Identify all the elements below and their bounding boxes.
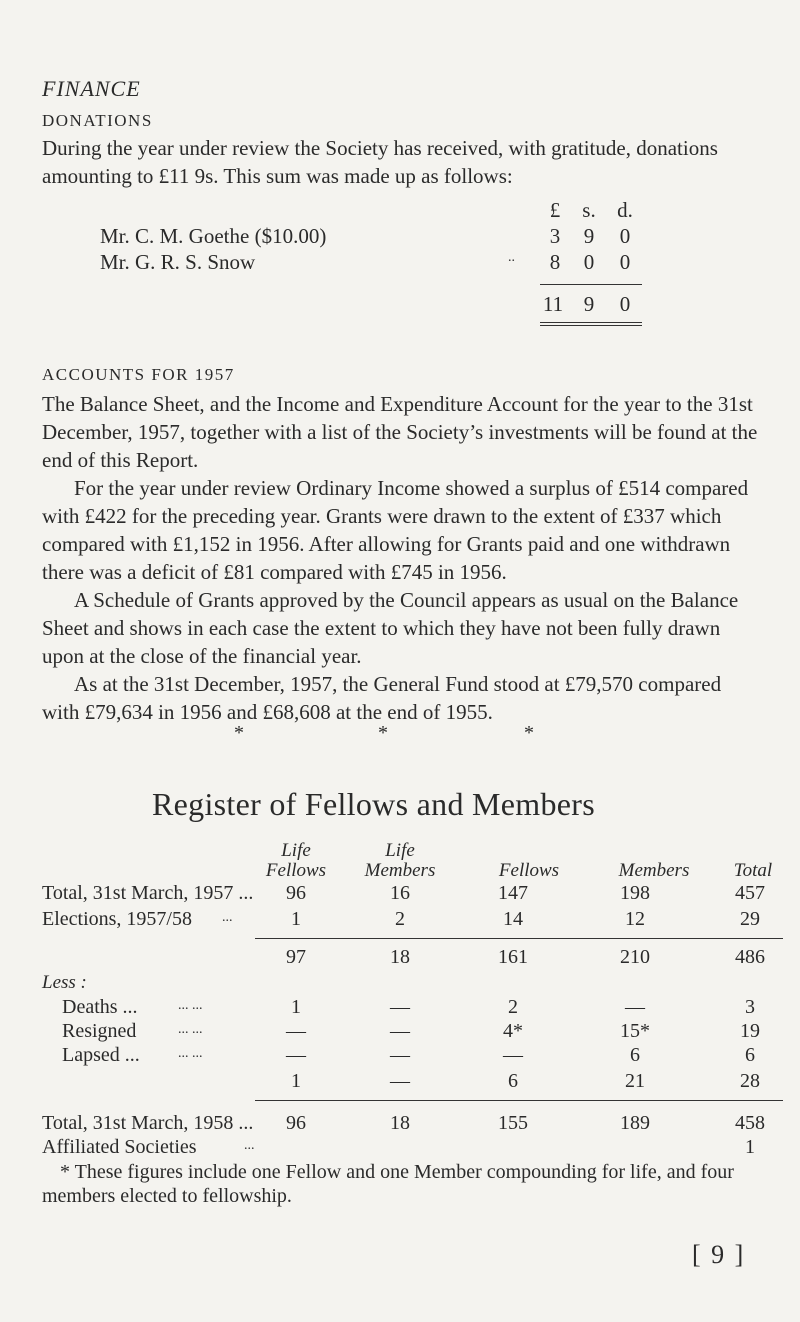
accounts-paragraph: As at the 31st December, 1957, the General Fund stood at £79,570 compared with £79,634 in 1956 and £68,608 at the end of 1955. — [42, 672, 722, 724]
pence-header: d. — [617, 198, 633, 222]
donations-text: During the year under review the Society has received, with gratitude, donations amounting to £11 9s. This sum was made up as follows: — [42, 136, 718, 188]
donor-shillings: 0 — [583, 250, 595, 274]
table-cell: 6 — [745, 1044, 755, 1066]
total-rule — [255, 1100, 783, 1101]
column-header: Total — [733, 860, 773, 881]
less-total-cell: 21 — [625, 1070, 645, 1092]
column-header: Fellows — [498, 860, 560, 881]
subtotal-cell: 97 — [286, 946, 306, 968]
table-cell: 3 — [745, 996, 755, 1018]
less-total-cell: 6 — [508, 1070, 518, 1092]
subtotal-cell: 486 — [735, 946, 765, 968]
leader-dots: ... — [244, 1138, 255, 1153]
table-cell: — — [286, 1020, 306, 1042]
row-label: Total, 31st March, 1957 ... — [42, 882, 254, 904]
row-label: Elections, 1957/58 — [42, 908, 192, 930]
table-cell: 15* — [620, 1020, 650, 1042]
table-cell: 155 — [498, 1112, 528, 1134]
table-cell: 2 — [395, 908, 405, 930]
footnote: * These figures include one Fellow and one Member compounding for life, and four members elected to fellowship. — [42, 1161, 734, 1207]
register-title: Register of Fellows and Members — [152, 786, 596, 822]
table-cell: — — [390, 1020, 410, 1042]
donor-pounds: 8 — [549, 250, 561, 274]
finance-heading: FINANCE — [42, 76, 141, 101]
total-pence: 0 — [619, 292, 631, 316]
table-cell: 19 — [740, 1020, 760, 1042]
table-cell: — — [625, 996, 645, 1018]
separator-star: * — [234, 722, 244, 744]
leader-dots: .. — [508, 250, 515, 265]
less-label: Less : — [42, 972, 87, 993]
donor-pence: 0 — [619, 250, 631, 274]
leader-dots: ... ... — [178, 1046, 203, 1061]
row-label: Total, 31st March, 1958 ... — [42, 1112, 254, 1134]
table-cell: 16 — [390, 882, 410, 904]
table-cell: 1 — [745, 1136, 755, 1158]
shillings-header: s. — [582, 198, 596, 222]
table-cell: — — [390, 1044, 410, 1066]
donor-pence: 0 — [619, 224, 631, 248]
less-total-cell: 1 — [291, 1070, 301, 1092]
leader-dots: ... ... — [178, 1022, 203, 1037]
table-cell: — — [286, 1044, 306, 1066]
subtotal-cell: 18 — [390, 946, 410, 968]
donor-pounds: 3 — [549, 224, 561, 248]
row-label: Resigned — [62, 1020, 137, 1042]
column-header: Fellows — [265, 860, 327, 881]
leader-dots: ... — [222, 910, 233, 925]
table-cell: 2 — [508, 996, 518, 1018]
total-pounds: 11 — [542, 292, 564, 316]
accounts-paragraph: For the year under review Ordinary Income showed a surplus of £514 compared with £422 for the preceding year. Grants were drawn to the extent of £337 which compared with £1,152 in 1956. After allowing for Grants paid and one withdrawn there was a deficit of £81 compared with £745 in 1956. — [42, 476, 749, 584]
row-label: Deaths ... — [62, 996, 138, 1018]
table-cell: 96 — [286, 1112, 306, 1134]
pounds-header: £ — [549, 198, 561, 222]
table-cell: 18 — [390, 1112, 410, 1134]
separator-star: * — [524, 722, 534, 744]
table-cell: 6 — [630, 1044, 640, 1066]
accounts-heading: ACCOUNTS FOR 1957 — [42, 365, 235, 384]
less-total-cell: — — [390, 1070, 410, 1092]
subtotal-rule — [255, 938, 783, 939]
table-cell: 4* — [503, 1020, 523, 1042]
column-header: Members — [618, 860, 690, 881]
table-cell: 1 — [291, 908, 301, 930]
page-number: [ 9 ] — [692, 1240, 746, 1269]
table-cell: 12 — [625, 908, 645, 930]
subtotal-cell: 210 — [620, 946, 650, 968]
column-header: Life — [385, 840, 415, 861]
row-label: Lapsed ... — [62, 1044, 140, 1066]
subtotal-cell: 161 — [498, 946, 528, 968]
row-label: Affiliated Societies — [42, 1136, 197, 1158]
leader-dots: ... ... — [178, 998, 203, 1013]
accounts-paragraph: A Schedule of Grants approved by the Council appears as usual on the Balance Sheet and shows in each case the extent to which they have not been fully drawn upon at the close of the financial year. — [42, 588, 739, 668]
total-shillings: 9 — [583, 292, 595, 316]
sum-rule — [540, 284, 642, 285]
table-cell: 189 — [620, 1112, 650, 1134]
donor-shillings: 9 — [583, 224, 595, 248]
donations-heading: DONATIONS — [42, 111, 153, 130]
table-cell: 147 — [498, 882, 528, 904]
table-cell: 29 — [740, 908, 760, 930]
donor-name: Mr. C. M. Goethe ($10.00) — [100, 224, 327, 248]
table-cell: — — [503, 1044, 523, 1066]
total-double-rule — [540, 322, 642, 326]
less-total-cell: 28 — [740, 1070, 760, 1092]
table-cell: 457 — [735, 882, 765, 904]
column-header: Members — [364, 860, 436, 881]
table-cell: 14 — [503, 908, 523, 930]
table-cell: 96 — [286, 882, 306, 904]
table-cell: 458 — [735, 1112, 765, 1134]
column-header: Life — [281, 840, 311, 861]
donor-name: Mr. G. R. S. Snow — [100, 250, 256, 274]
table-cell: — — [390, 996, 410, 1018]
table-cell: 1 — [291, 996, 301, 1018]
accounts-paragraph: The Balance Sheet, and the Income and Expenditure Account for the year to the 31st December, 1957, together with a list of the Society’s investments will be found at the end of this Report. — [42, 392, 758, 472]
table-cell: 198 — [620, 882, 650, 904]
separator-star: * — [378, 722, 388, 744]
